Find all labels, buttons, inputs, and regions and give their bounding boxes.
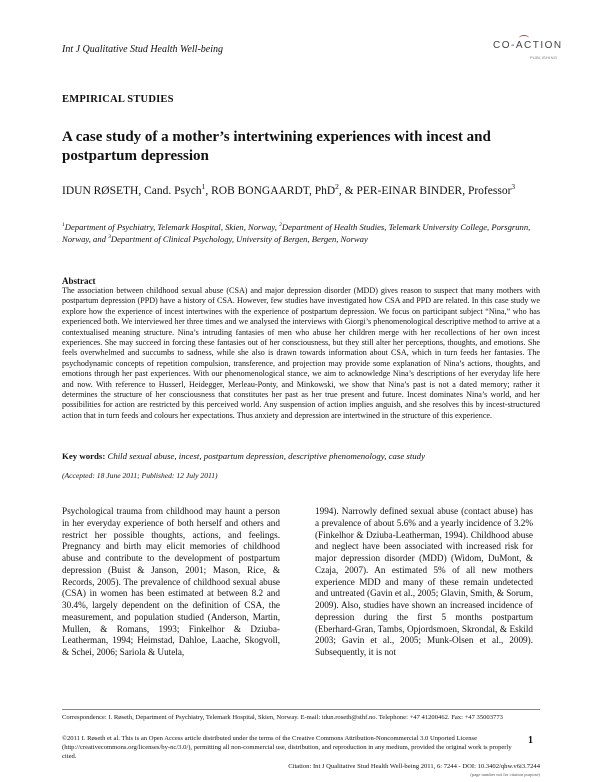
- author-3-affil: 3: [511, 182, 516, 192]
- citation-line: Citation: Int J Qualitative Stud Health Well-being 2011, 6: 7244 - DOI: 10.3402/qhw.v6i3.7244: [288, 763, 540, 770]
- affil-1-mark: 1: [62, 222, 65, 229]
- affil-2-mark: 2: [279, 222, 282, 229]
- citation-note: (page number not for citation purpose): [470, 772, 540, 777]
- body-column-right: 1994). Narrowly defined sexual abuse (contact abuse) has a prevalence of about 5.6% and a yearly incidence of 3.2% (Finkelhor & Dziuba-Leatherman, 1994). Childhood abuse and neglect have been associated with increased risk for major depression disorder (MDD) (Widom, DuMont, & Czaja, 2007). An estimated 5% of all new mothers experience MDD and many of these remain undetected and untreated (Gavin et al., 2005; Glavin, Smith, & Sorum, 2009). Also, studies have shown an increased incidence of depression during the first 5 months postpartum (Eberhard-Gran, Tambs, Opjordsmoen, Skrondal, & Eskild 2003; Gavin et al., 2005; Munk-Olsen et al., 2009). Subsequently, it is not: [315, 506, 533, 657]
- affil-1: Department of Psychiatry, Telemark Hospital, Skien, Norway,: [64, 222, 280, 232]
- affil-3-mark: 3: [108, 233, 111, 240]
- affil-2: Department of Health Studies, Telemark University College, Porsgrunn, Norway, and: [62, 222, 531, 244]
- publisher-logo-sub: PUBLISHING: [530, 55, 558, 60]
- author-1-affil: 1: [201, 182, 206, 192]
- author-1: IDUN RØSETH, Cand. Psych: [62, 185, 202, 197]
- section-label: EMPIRICAL STUDIES: [62, 94, 174, 105]
- affiliations: [62, 222, 540, 245]
- page-number: 1: [528, 735, 533, 746]
- publisher-logo: CO-ACTION: [493, 40, 563, 51]
- author-2: , ROB BONGAARDT, PhD: [205, 185, 336, 197]
- keywords-label: Key words:: [62, 451, 106, 461]
- journal-name: Int J Qualitative Stud Health Well-being: [62, 44, 223, 55]
- keywords-text: Child sexual abuse, incest, postpartum depression, descriptive phenomenology, case study: [107, 451, 425, 461]
- author-list: [62, 183, 540, 199]
- body-column-left: Psychological trauma from childhood may haunt a person in her everyday experience of both herself and others and restrict her possible thoughts, actions, and feelings. Pregnancy and birth may elicit memories of childhood abuse and contribute to the development of postpartum depression (Buist & Janson, 2001; Mason, Rice, & Records, 2005). The prevalence of childhood sexual abuse (CSA) in women has been estimated at between 8.2 and 30.4%, largely dependent on the definition of CSA, the measurement, and population studied (Anderson, Martin, Mullen, & Romans, 1993; Finkelhor & Dziuba-Leatherman, 1994; Heimstad, Dahloe, Laache, Skogvoll, & Schei, 2006; Sariola & Uutela,: [62, 506, 280, 657]
- author-2-affil: 2: [335, 182, 339, 192]
- abstract-heading: Abstract: [62, 276, 96, 286]
- keywords: [62, 451, 540, 461]
- correspondence: Correspondence: I. Røseth, Department of Psychiatry, Telemark Hospital, Skien, Norway. E-mail: idun.roseth@sthf.no. Telephone: +47 41200462. Fax: +47 35003773: [62, 714, 503, 721]
- article-title: A case study of a mother’s intertwining experiences with incest and postpartum depression: [62, 129, 491, 164]
- footer-divider: [62, 709, 540, 710]
- abstract-text: The association between childhood sexual abuse (CSA) and major depression disorder (MDD) gives reason to suspect that many mothers with postpartum depression (PPD) have a history of CSA. However, few studies have investigated how CSA and PPD are related. In this case study we explore how the experience of incest intertwines with the experience of postpartum depression. We focus on participant subject “Nina,” who has experienced both. We interviewed her three times and we analysed the interviews with Giorgi’s phenomenological descriptive method to arrive at a contextualised meaning structure. Nina’s intruding fantasies of men who abuse her children merge with her recollections of her own incest experiences. She may succeed in forcing these fantasies out of her consciousness, but they still alter her perceptions, thoughts, and emotions. She feels overwhelmed and succumbs to sadness, while she also is drawn towards information about CSA, which in turn feeds her fantasies. The psychodynamic concepts of repetition compulsion, transference, and projection may provide some explanation of Nina’s actions, thoughts, and emotions through her past experiences. With our phenomenological stance, we aim to acknowledge Nina’s descriptions of her everyday life here and now. With reference to Husserl, Heidegger, Merleau-Ponty, and Minkowski, we show that Nina’s past is not a dated memory; rather it determines the structure of her consciousness that constitutes her past as her true present and future. Incest dominates Nina’s world, and her possibilities for action are restricted by this perceived world. Any suspension of action implies anguish, and she resolves this by incest-structured action that in turn feeds and colours her expectations. Thus anxiety and depression are intertwined in the structure of this experience.: [62, 286, 540, 420]
- affil-3: Department of Clinical Psychology, University of Bergen, Bergen, Norway: [110, 233, 368, 244]
- license-note: ©2011 I. Røseth et al. This is an Open Access article distributed under the terms of the Creative Commons Attribution-Noncommercial 3.0 Unported License (http://creativecommons.org/licenses/by-nc/3.0/), permitting all non-commercial use, distribution, and reproduction in any medium, provided the original work is properly cited.: [62, 735, 512, 760]
- publication-dates: (Accepted: 18 June 2011; Published: 12 July 2011): [62, 471, 218, 480]
- author-3: , & PER-EINAR BINDER, Professor: [338, 185, 512, 197]
